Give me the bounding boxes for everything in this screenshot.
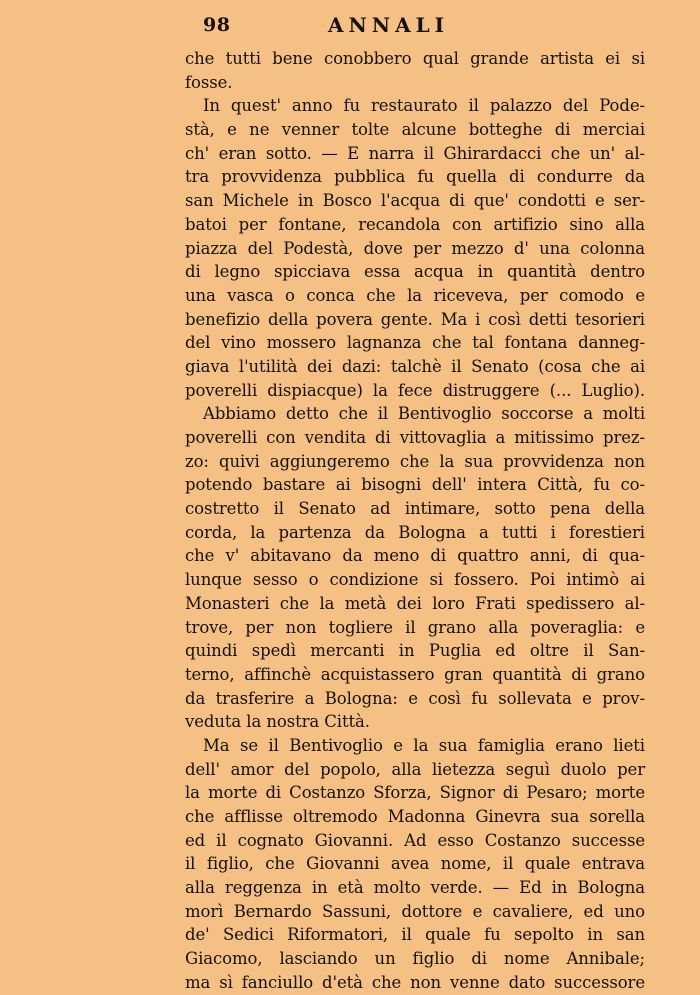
page-header (0, 10, 700, 46)
text-line: alla reggenza in età molto verde. — Ed in Bologna (185, 878, 645, 898)
text-line: costretto il Senato ad intimare, sotto pena della (185, 499, 645, 519)
text-line: veduta la nostra Città. (185, 712, 370, 732)
text-line: morì Bernardo Sassuni, dottore e cavaliere, ed uno (185, 901, 645, 921)
text-line: poverelli dispiacque) la fece distruggere (... Luglio). (185, 380, 645, 400)
text-line: poverelli con vendita di vittovaglia a mitissimo prez- (185, 428, 645, 447)
text-line: zo: quivi aggiungeremo che la sua provvidenza non (185, 451, 645, 471)
text-line: da trasferire a Bologna: e così fu sollevata e prov- (185, 688, 645, 708)
text-line: dell' amor del popolo, alla lietezza seguì duolo per (185, 759, 645, 779)
text-line: terno, affinchè acquistassero gran quantità di grano (185, 664, 645, 684)
text-line: che tutti bene conobbero qual grande artista ei si (185, 49, 645, 68)
text-line: benefizio della povera gente. Ma i così detti tesorieri (185, 309, 645, 329)
text-line: de' Sedici Riformatori, il quale fu sepolto in san (185, 925, 645, 945)
text-line: una vasca o conca che la riceveva, per comodo e (185, 285, 645, 305)
text-line: corda, la partenza da Bologna a tutti i forestieri (185, 522, 645, 542)
text-line: lunque sesso o condizione si fossero. Poi intimò ai (185, 570, 645, 590)
text-line: potendo bastare ai bisogni dell' intera Città, fu co- (185, 475, 645, 495)
text-line: del vino mossero lagnanza che tal fontana danneg- (185, 333, 645, 353)
text-line: fosse. (185, 72, 233, 92)
body-text (185, 47, 645, 995)
running-title: ANNALI (328, 13, 450, 37)
text-line: In quest' anno fu restaurato il palazzo del Pode- (203, 96, 645, 116)
page-number: 98 (203, 14, 231, 36)
text-line: che v' abitavano da meno di quattro anni, di qua- (185, 546, 645, 566)
text-line: giava l'utilità dei dazi: talchè il Senato (cosa che ai (185, 356, 645, 376)
text-line: trove, per non togliere il grano alla poveraglia: e (185, 617, 645, 637)
text-line: piazza del Podestà, dove per mezzo d' una colonna (185, 238, 645, 258)
text-line: Abbiamo detto che il Bentivoglio soccorse a molti (203, 404, 645, 424)
text-line: san Michele in Bosco l'acqua di que' condotti e ser- (185, 191, 645, 211)
text-line: il figlio, che Giovanni avea nome, il quale entrava (185, 854, 645, 874)
text-line: ma sì fanciullo d'età che non venne dato successore (185, 972, 645, 992)
text-line: Monasteri che la metà dei loro Frati spedissero al- (185, 593, 645, 613)
text-line: ed il cognato Giovanni. Ad esso Costanzo successe (185, 830, 645, 850)
text-line: quindi spedì mercanti in Puglia ed oltre il San- (185, 641, 645, 661)
text-line: batoi per fontane, recandola con artifizio sino alla (185, 214, 645, 234)
text-line: la morte di Costanzo Sforza, Signor di Pesaro; morte (185, 783, 645, 803)
text-line: di legno spicciava essa acqua in quantità dentro (185, 262, 645, 282)
text-line: stà, e ne venner tolte alcune botteghe di merciai (185, 120, 645, 140)
text-line: che afflisse oltremodo Madonna Ginevra sua sorella (185, 807, 645, 826)
text-line: tra provvidenza pubblica fu quella di condurre da (185, 167, 645, 187)
text-line: ch' eran sotto. — E narra il Ghirardacci che un' al- (185, 143, 645, 163)
text-line: Giacomo, lasciando un figlio di nome Annibale; (185, 949, 645, 969)
text-line: Ma se il Bentivoglio e la sua famiglia erano lieti (203, 735, 645, 755)
